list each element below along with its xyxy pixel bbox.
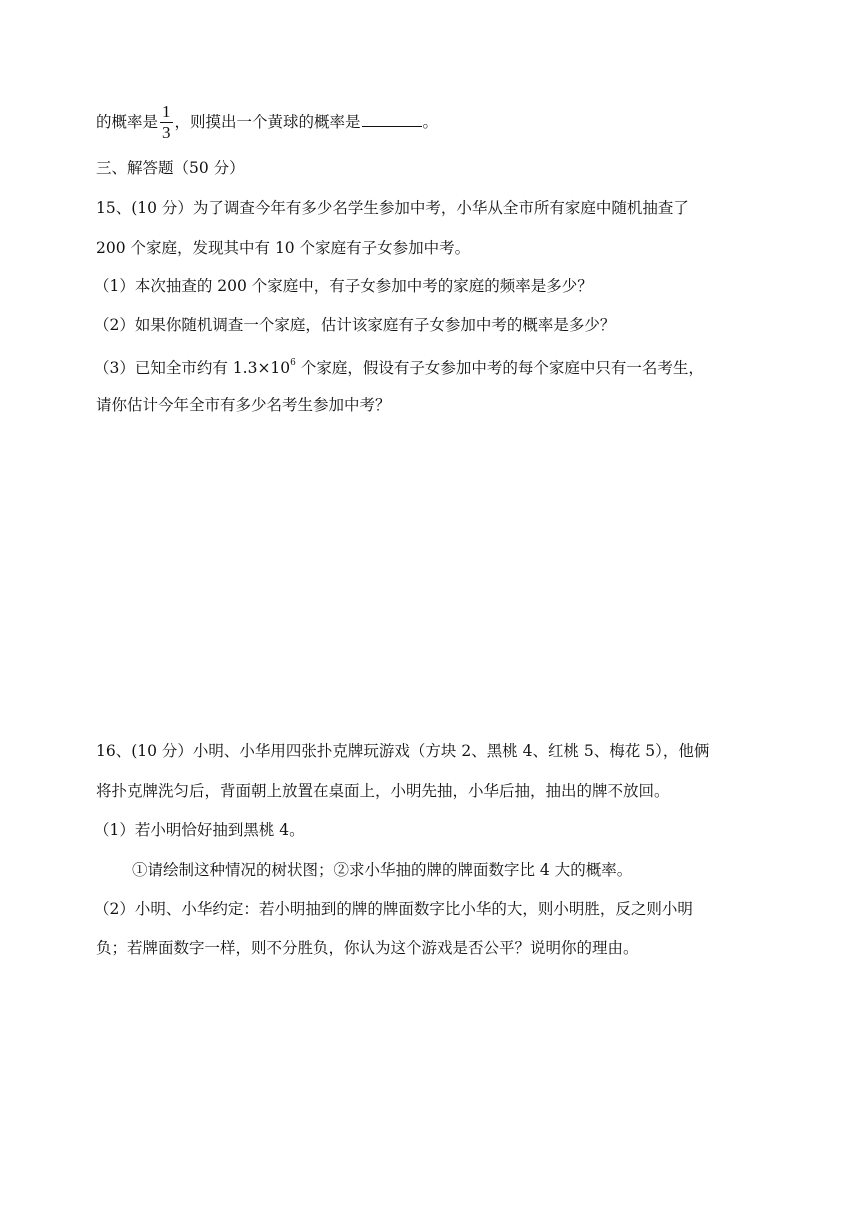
q16-sub-1-detail: ①请绘制这种情况的树状图；②求小华抽的牌的牌面数字比 4 大的概率。: [132, 861, 633, 879]
q15-sub-3: [94, 355, 704, 378]
q15-sub-2: （2）如果你随机调查一个家庭，估计该家庭有子女参加中考的概率是多少？: [94, 316, 616, 334]
q16-sub-1: （1）若小明恰好抽到黑桃 4。: [94, 821, 305, 839]
exponent: 6: [290, 358, 296, 368]
q15-sub-3-line-2: 请你估计今年全市有多少名考生参加中考？: [96, 396, 391, 414]
answer-blank[interactable]: [362, 112, 422, 127]
q16-line-2: 将扑克牌洗匀后，背面朝上放置在桌面上，小明先抽，小华后抽，抽出的牌不放回。: [96, 782, 670, 800]
q14-end: 。: [422, 113, 439, 131]
q15-sub-3-part-b: 个家庭，假设有子女参加中考的每个家庭中只有一名考生，: [295, 359, 704, 378]
q16-line-1: 16、(10 分）小明、小华用四张扑克牌玩游戏（方块 2、黑桃 4、红桃 5、梅花 5），他俩: [96, 742, 710, 760]
q16-sub-2-line-2: 负；若牌面数字一样，则不分胜负，你认为这个游戏是否公平？说明你的理由。: [96, 939, 639, 957]
q16-sub-2-line-1: （2）小明、小华约定：若小明抽到的牌的牌面数字比小华的大，则小明胜，反之则小明: [94, 900, 693, 918]
q14-prefix: 的概率是: [96, 113, 159, 131]
fraction-denominator: 3: [162, 122, 171, 142]
section-heading: 三、解答题（50 分）: [96, 159, 245, 177]
fraction-one-third: [160, 102, 173, 143]
fraction-numerator: 1: [162, 101, 171, 121]
q14-suffix: ，则摸出一个黄球的概率是: [174, 113, 361, 131]
q15-line-2: 200 个家庭，发现其中有 10 个家庭有子女参加中考。: [96, 239, 471, 257]
q14-tail-line: [96, 98, 438, 146]
q15-sub-3-part-a: （3）已知全市约有 1.3×10: [94, 359, 291, 378]
q15-sub-1: （1）本次抽查的 200 个家庭中，有子女参加中考的家庭的频率是多少？: [94, 277, 593, 295]
q15-line-1: 15、(10 分）为了调查今年有多少名学生参加中考，小华从全市所有家庭中随机抽查了: [96, 199, 689, 217]
